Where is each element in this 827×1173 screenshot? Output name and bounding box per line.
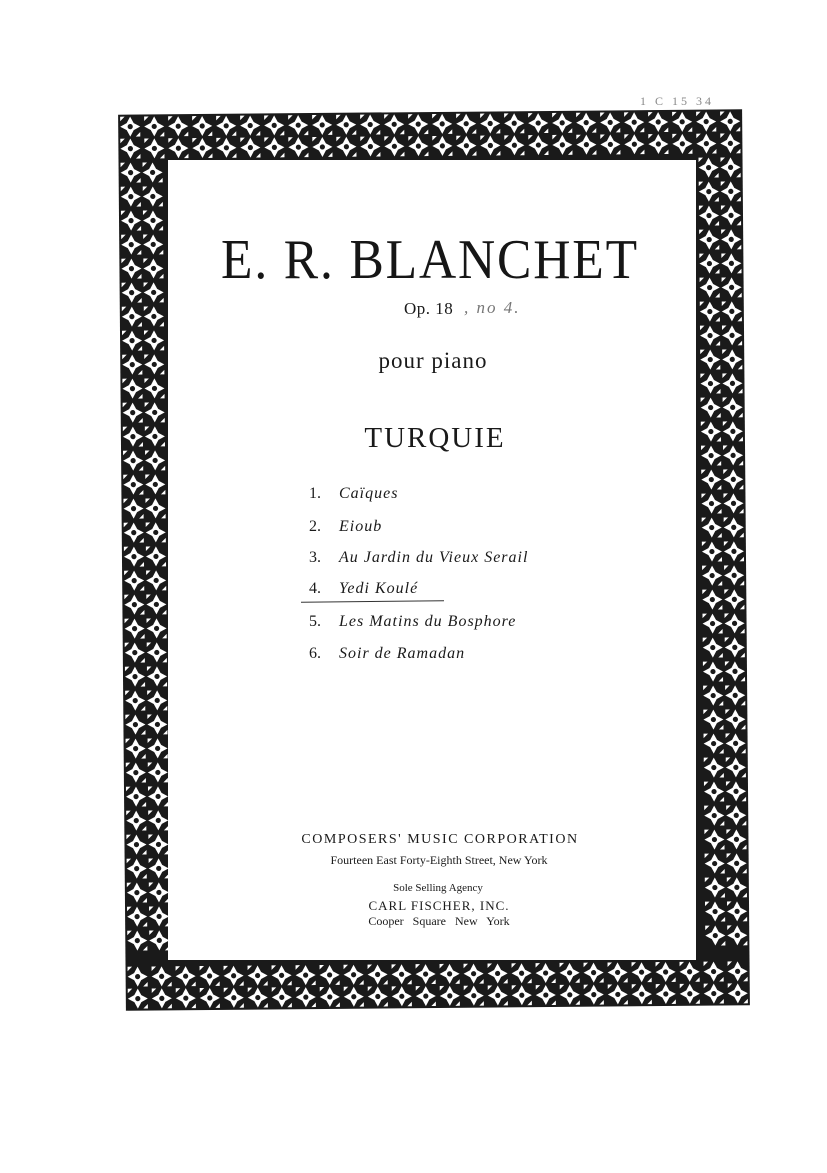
piece-number: 1. (309, 485, 321, 502)
piece-number: 3. (309, 549, 321, 566)
piece-number: 6. (309, 645, 321, 662)
catalog-mark: 1 C 15 34 (640, 94, 715, 108)
piece-number: 4. (309, 580, 321, 597)
piece-title: Soir de Ramadan (339, 645, 466, 662)
piece-title: Yedi Koulé (339, 580, 419, 597)
opus-number: Op. 18 (404, 299, 454, 318)
agency-label: Sole Selling Agency (393, 882, 483, 894)
instrument-label: pour piano (378, 348, 488, 373)
piece-number: 2. (309, 518, 321, 535)
piece-title: Eioub (339, 518, 383, 535)
publisher-address: Fourteen East Forty-Eighth Street, New York (330, 853, 548, 867)
piece-title: Caïques (339, 485, 399, 502)
agency-address: Cooper Square New York (368, 914, 510, 928)
piece-title: Au Jardin du Vieux Serail (339, 549, 529, 566)
piece-number: 5. (309, 613, 321, 630)
work-title: TURQUIE (364, 422, 506, 454)
opus-handwritten-note: , no 4. (464, 298, 521, 317)
composer-name: E. R. BLANCHET (221, 229, 639, 291)
agency-name: CARL FISCHER, INC. (368, 898, 510, 913)
publisher-name: COMPOSERS' MUSIC CORPORATION (301, 832, 579, 847)
piece-title: Les Matins du Bosphore (339, 613, 517, 630)
